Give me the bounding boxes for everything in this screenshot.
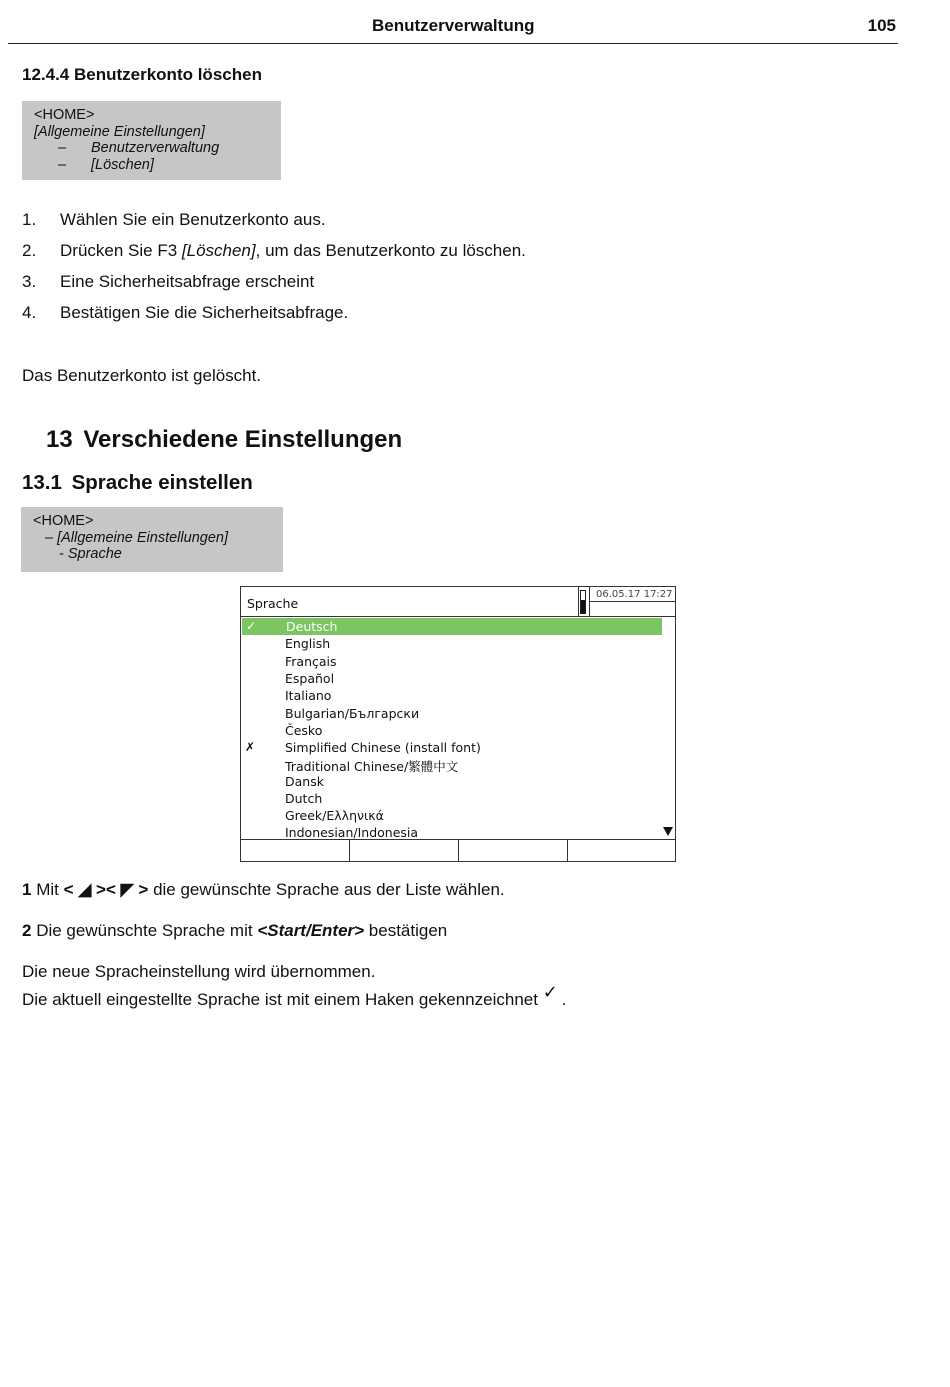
softkey-f1[interactable] <box>241 840 350 862</box>
note-checkmark: Die aktuell eingestellte Sprache ist mit einem Haken gekennzeichnet ✓ . <box>22 982 567 1009</box>
menu-path-box <box>22 101 281 180</box>
menu-path-home: <HOME> <box>34 107 95 123</box>
section-heading-13-1: 13.1 Sprache einstellen <box>22 471 253 494</box>
language-item[interactable]: Greek/Ελληνικά <box>285 808 384 823</box>
chapter-heading: 13 Verschiedene Einstellungen <box>46 426 403 453</box>
language-item[interactable]: English <box>285 636 331 651</box>
menu-path-general-settings: – [Allgemeine Einstellungen] <box>45 529 228 546</box>
language-item[interactable]: Bulgarian/Български <box>285 705 420 721</box>
language-item[interactable]: Traditional Chinese/繁體中文 <box>285 759 459 774</box>
enter-key: <Start/Enter> <box>257 921 365 940</box>
header-title: Benutzerverwaltung <box>372 16 535 35</box>
language-item[interactable]: Dansk <box>285 774 324 789</box>
language-item[interactable]: Dutch <box>285 791 323 806</box>
softkey-f4[interactable] <box>568 840 675 862</box>
section-heading-12-4-4: 12.4.4 Benutzerkonto löschen <box>22 65 262 84</box>
language-item[interactable]: Español <box>285 671 335 686</box>
check-icon: ✓ <box>246 619 257 633</box>
menu-path-user-management: – Benutzerverwaltung <box>58 140 220 156</box>
language-item[interactable]: Français <box>285 653 337 669</box>
softkey-bar <box>241 839 675 861</box>
language-item[interactable]: ✓ Deutsch <box>242 618 662 635</box>
language-item[interactable]: Indonesian/Indonesia <box>285 825 419 840</box>
menu-path-box-language <box>21 507 283 572</box>
language-item[interactable]: ✗ Simplified Chinese (install font) <box>245 740 481 755</box>
language-item[interactable]: Italiano <box>285 688 332 703</box>
instruction-2: 2 Die gewünschte Sprache mit <Start/Enter> bestätigen <box>22 921 448 940</box>
datetime-display: 06.05.17 17:27 <box>596 589 673 600</box>
page-number: 105 <box>867 16 896 35</box>
menu-path-home: <HOME> <box>33 513 94 529</box>
status-box <box>589 602 675 617</box>
screen-title: Sprache <box>247 596 299 611</box>
note-language-applied: Die neue Spracheinstellung wird übernommen. <box>22 962 376 981</box>
menu-path-general-settings: [Allgemeine Einstellungen] <box>34 123 205 140</box>
softkey-f2[interactable] <box>350 840 459 862</box>
check-icon: ✓ <box>542 982 558 1003</box>
scroll-down-icon[interactable] <box>663 827 673 836</box>
battery-level-fill <box>581 600 585 613</box>
menu-path-delete: – [Löschen] <box>58 156 154 173</box>
cross-icon: ✗ <box>245 740 256 754</box>
result-text: Das Benutzerkonto ist gelöscht. <box>22 366 262 385</box>
instruction-1: 1 Mit < ◢ >< ◤ > die gewünschte Sprache aus der Liste wählen. <box>22 880 505 899</box>
menu-path-language: - Sprache <box>59 546 122 562</box>
arrow-keys: < ◢ >< ◤ > <box>63 880 149 899</box>
softkey-f3[interactable] <box>459 840 568 862</box>
device-language-screen <box>240 586 676 862</box>
language-item[interactable]: Česko <box>285 722 323 738</box>
